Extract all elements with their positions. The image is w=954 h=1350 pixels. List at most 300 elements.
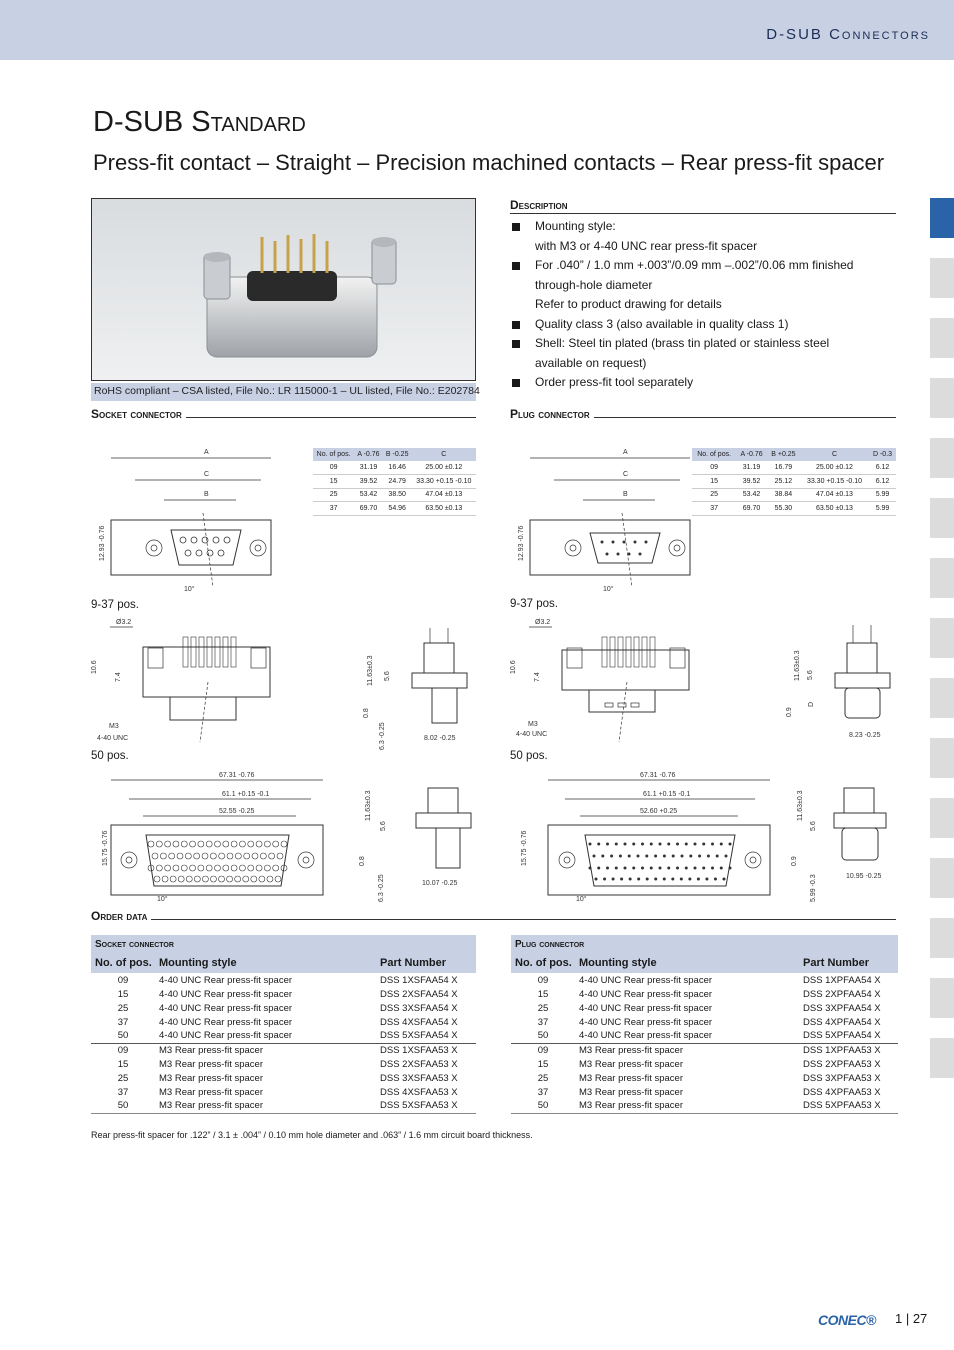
dim-label: 12.93 -0.76 <box>518 525 525 561</box>
table-cell: 25 <box>313 488 354 502</box>
table-header: C <box>800 448 869 461</box>
table-cell: 47.04 ±0.13 <box>412 488 476 502</box>
table-cell: 25 <box>692 488 736 502</box>
table-row <box>91 1085 476 1099</box>
dim-label: 7.4 <box>115 672 122 682</box>
contact-pin <box>671 878 674 881</box>
contact-pin <box>681 855 684 858</box>
contact-pin <box>632 843 635 846</box>
socket-dimension-table <box>313 448 476 516</box>
dim-label: 4-40 UNC <box>97 735 129 742</box>
contact-pin <box>667 867 670 870</box>
plug-heading <box>510 407 896 421</box>
table-cell: DSS 3XSFAA53 X <box>380 1072 458 1084</box>
table-row <box>692 502 896 516</box>
contact-pin <box>235 876 241 882</box>
table-row <box>91 1015 476 1029</box>
table-header: A -0.76 <box>354 448 383 461</box>
dim-label: 61.1 +0.15 -0.1 <box>643 791 691 798</box>
table-cell: 38.84 <box>767 488 800 502</box>
table-cell: 33.30 +0.15 -0.10 <box>412 475 476 489</box>
chapter-tabs <box>930 198 954 1098</box>
contact-pin <box>725 855 728 858</box>
table-row <box>91 973 476 987</box>
table-cell: 4-40 UNC Rear press-fit spacer <box>579 1030 713 1042</box>
contact-pin <box>637 855 640 858</box>
table-cell: DSS 5XPFAA53 X <box>799 1099 898 1113</box>
table-row <box>511 1085 898 1099</box>
table-cell: 09 <box>117 974 129 986</box>
dim-label: 0.8 <box>359 856 366 866</box>
table-cell: 6.12 <box>869 461 896 475</box>
table-cell: 33.30 +0.15 -0.10 <box>800 475 869 489</box>
contact-pin <box>156 865 162 871</box>
chapter-tab[interactable] <box>930 618 954 658</box>
dim-label: 67.31 -0.76 <box>219 772 255 779</box>
footnote: Rear press-fit spacer for .122” / 3.1 ± .004” / 0.10 mm hole diameter and .063” / 1.6 mm circuit board thickness. <box>91 1130 533 1140</box>
table-cell: 37 <box>537 1086 549 1098</box>
contact-pin <box>711 867 714 870</box>
table-row <box>91 1029 476 1043</box>
socket-section-drawing <box>352 628 478 753</box>
table-cell: DSS 3XPFAA53 X <box>803 1072 881 1084</box>
table-row <box>91 1043 476 1057</box>
table-cell: 4-40 UNC Rear press-fit spacer <box>159 1016 293 1028</box>
table-cell: 50 <box>91 1099 155 1113</box>
contact-pin <box>181 865 187 871</box>
table-cell: M3 Rear press-fit spacer <box>575 1099 799 1113</box>
dim-label: 10° <box>576 896 587 903</box>
contact-pin <box>206 865 212 871</box>
contact-pin <box>654 878 657 881</box>
table-cell: 37 <box>537 1016 549 1028</box>
socket-heading-text: Socket connector <box>91 407 182 421</box>
contact-pin <box>702 843 705 846</box>
table-cell: 53.42 <box>354 488 383 502</box>
dim-label: 10.6 <box>510 660 517 674</box>
conec-logo: CONEC® <box>818 1312 876 1328</box>
chapter-tab[interactable] <box>930 1038 954 1078</box>
dim-label: C <box>623 471 629 478</box>
contact-pin <box>210 876 216 882</box>
contact-pin <box>281 841 287 847</box>
dim-label: 12.93 -0.76 <box>99 525 106 561</box>
table-cell: 69.70 <box>354 502 383 516</box>
dim-label: 10.95 -0.25 <box>846 873 882 880</box>
contact-pin <box>173 865 179 871</box>
plug-dimension-table <box>692 448 896 516</box>
dim-label: 15.75 -0.76 <box>521 830 528 866</box>
table-header: D -0.3 <box>869 448 896 461</box>
table-row <box>91 1099 476 1113</box>
socket-50-section-drawing <box>350 778 478 908</box>
contact-pin <box>646 878 649 881</box>
table-header: No. of pos. <box>692 448 736 461</box>
description-item: with M3 or 4-40 UNC rear press-fit spacer <box>535 238 758 253</box>
contact-pin <box>676 867 679 870</box>
table-cell: 25 <box>537 1002 549 1014</box>
contact-pin <box>244 853 250 859</box>
dim-label: 6.3 -0.25 <box>379 722 386 750</box>
table-cell: DSS 4XSFAA54 X <box>380 1016 458 1028</box>
order-table-caption: Plug connector <box>511 935 898 953</box>
contact-pin <box>698 855 701 858</box>
dim-label: 0.9 <box>791 856 798 866</box>
table-cell: 39.52 <box>736 475 767 489</box>
contact-pin <box>231 865 237 871</box>
dim-label: 11.63±0.3 <box>365 790 372 821</box>
contact-pin <box>259 876 265 882</box>
contact-pin <box>714 878 717 881</box>
plug-section-drawing <box>775 625 895 750</box>
description-list <box>512 217 897 393</box>
table-cell: 39.52 <box>354 475 383 489</box>
contact-pin <box>251 876 257 882</box>
product-photo <box>91 198 476 381</box>
table-cell: 53.42 <box>736 488 767 502</box>
table-row <box>511 1043 898 1057</box>
table-cell: 50 <box>117 1030 129 1042</box>
contact-pin <box>606 867 609 870</box>
table-cell: 15 <box>117 1058 129 1070</box>
contact-pin <box>154 876 160 882</box>
contact-pin <box>597 843 600 846</box>
contact-pin <box>202 853 208 859</box>
contact-pin <box>160 853 166 859</box>
table-row <box>91 1071 476 1085</box>
socket-side-drawing <box>88 612 288 747</box>
dim-label: 6.3 -0.25 <box>378 874 385 902</box>
table-cell: 4-40 UNC Rear press-fit spacer <box>159 1002 293 1014</box>
plug-50-section-drawing <box>782 778 897 908</box>
table-cell: M3 Rear press-fit spacer <box>159 1072 264 1084</box>
table-cell: 4-40 UNC Rear press-fit spacer <box>159 974 293 986</box>
contact-pin <box>694 867 697 870</box>
contact-pin <box>629 878 632 881</box>
dim-label: 52.55 -0.25 <box>219 808 255 815</box>
table-cell: DSS 2XSFAA54 X <box>380 988 458 1000</box>
dim-label: 11.63±0.3 <box>367 655 374 686</box>
table-header: Mounting style <box>575 953 799 973</box>
socket-50-label: 50 pos. <box>91 750 129 762</box>
contact-pin <box>173 841 179 847</box>
dim-label: 5.6 <box>807 670 814 680</box>
order-table-plug <box>511 935 898 1114</box>
contact-pin <box>248 841 254 847</box>
dim-label: 8.23 -0.25 <box>849 732 881 739</box>
table-row <box>511 987 898 1001</box>
table-cell: DSS 4XPFAA53 X <box>803 1086 881 1098</box>
contact-pin <box>615 843 618 846</box>
contact-pin <box>688 878 691 881</box>
table-cell: 6.12 <box>869 475 896 489</box>
chapter-tab[interactable] <box>930 858 954 898</box>
table-header: Part Number <box>799 953 898 973</box>
table-cell: 5.99 <box>869 502 896 516</box>
contact-pin <box>637 878 640 881</box>
contact-pin <box>256 841 262 847</box>
table-cell: 31.19 <box>736 461 767 475</box>
table-cell: DSS 2XSFAA53 X <box>380 1058 458 1070</box>
contact-pin <box>641 843 644 846</box>
table-cell: 15 <box>537 988 549 1000</box>
table-row <box>692 461 896 475</box>
dim-label: 10° <box>603 586 614 593</box>
table-cell: 37 <box>117 1016 129 1028</box>
table-header: A -0.76 <box>736 448 767 461</box>
contact-pin <box>210 853 216 859</box>
contact-pin <box>273 841 279 847</box>
contact-pin <box>685 843 688 846</box>
header-bar <box>0 0 954 60</box>
contact-pin <box>632 867 635 870</box>
chapter-tab[interactable] <box>930 738 954 778</box>
contact-pin <box>269 853 275 859</box>
table-row <box>313 475 476 489</box>
table-cell: M3 Rear press-fit spacer <box>159 1086 264 1098</box>
contact-pin <box>227 876 233 882</box>
table-cell: 69.70 <box>736 502 767 516</box>
contact-pin <box>723 878 726 881</box>
table-row <box>313 461 476 475</box>
contact-pin <box>169 853 175 859</box>
contact-pin <box>705 878 708 881</box>
order-heading-text: Order data <box>91 909 148 923</box>
table-cell: DSS 5XSFAA53 X <box>376 1099 476 1113</box>
table-cell: 63.50 ±0.13 <box>412 502 476 516</box>
contact-pin <box>260 853 266 859</box>
order-table-socket <box>91 935 476 1114</box>
dim-label: 4-40 UNC <box>516 731 548 738</box>
table-row <box>692 475 896 489</box>
table-cell: DSS 1XPFAA54 X <box>803 974 881 986</box>
contact-pin <box>223 841 229 847</box>
dim-label: 5.99 -0.3 <box>810 874 817 902</box>
contact-pin <box>264 865 270 871</box>
contact-pin <box>275 876 281 882</box>
contact-pin <box>165 841 171 847</box>
section-title: D-SUB Connectors <box>766 26 930 43</box>
chapter-tab-active[interactable] <box>930 198 954 238</box>
contact-pin <box>663 878 666 881</box>
contact-pin <box>267 876 273 882</box>
socket-heading <box>91 407 476 421</box>
chapter-tab[interactable] <box>930 378 954 418</box>
table-cell: 09 <box>692 461 736 475</box>
contact-pin <box>231 841 237 847</box>
dim-label: 0.8 <box>363 708 370 718</box>
table-cell: DSS 1XSFAA53 X <box>376 1043 476 1057</box>
contact-pin <box>256 865 262 871</box>
chapter-tab[interactable] <box>930 918 954 958</box>
dim-label: 7.4 <box>534 672 541 682</box>
contact-pin <box>680 878 683 881</box>
table-cell: 31.19 <box>354 461 383 475</box>
contact-pin <box>659 867 662 870</box>
chapter-tab[interactable] <box>930 798 954 838</box>
contact-pin <box>707 855 710 858</box>
plug-side-drawing <box>507 612 707 747</box>
chapter-tab[interactable] <box>930 258 954 298</box>
contact-pin <box>597 867 600 870</box>
table-cell: 50 <box>511 1099 575 1113</box>
contact-pin <box>628 855 631 858</box>
table-cell: 15 <box>537 1058 549 1070</box>
contact-pin <box>729 843 732 846</box>
description-item: Shell: Steel tin plated (brass tin plated or stainless steel <box>512 334 897 354</box>
contact-pin <box>676 843 679 846</box>
contact-pin <box>593 855 596 858</box>
contact-pin <box>641 867 644 870</box>
contact-pin <box>215 841 221 847</box>
page-subtitle: Press-fit contact – Straight – Precision machined contacts – Rear press-fit spacer <box>93 150 885 175</box>
contact-pin <box>663 855 666 858</box>
table-cell: 25 <box>117 1002 129 1014</box>
contact-pin <box>697 878 700 881</box>
plug-50-drawing <box>510 768 775 908</box>
contact-pin <box>601 855 604 858</box>
dim-label: 52.60 +0.25 <box>640 808 678 815</box>
table-cell: DSS 5XPFAA54 X <box>803 1030 881 1042</box>
table-cell: 15 <box>313 475 354 489</box>
chapter-tab[interactable] <box>930 558 954 598</box>
table-row <box>91 1057 476 1071</box>
table-cell: M3 Rear press-fit spacer <box>579 1072 684 1084</box>
table-header: Mounting style <box>155 953 376 973</box>
rohs-note: RoHS compliant – CSA listed, File No.: LR 115000-1 – UL listed, File No.: E202784 <box>91 383 476 401</box>
contact-pin <box>190 865 196 871</box>
contact-pin <box>720 867 723 870</box>
dim-label: M3 <box>528 721 538 728</box>
contact-pin <box>595 878 598 881</box>
chapter-tab[interactable] <box>930 978 954 1018</box>
table-cell: 4-40 UNC Rear press-fit spacer <box>579 1002 713 1014</box>
contact-pin <box>685 867 688 870</box>
table-cell: 63.50 ±0.13 <box>800 502 869 516</box>
contact-pin <box>650 843 653 846</box>
table-cell: DSS 4XPFAA54 X <box>803 1016 881 1028</box>
contact-pin <box>198 841 204 847</box>
table-header: B +0.25 <box>767 448 800 461</box>
table-cell: 15 <box>117 988 129 1000</box>
plug-heading-text: Plug connector <box>510 407 590 421</box>
dim-label: B <box>623 491 628 498</box>
table-cell: 24.79 <box>383 475 412 489</box>
table-cell: 25 <box>117 1072 129 1084</box>
contact-pin <box>239 841 245 847</box>
contact-pin <box>194 876 200 882</box>
dim-label: 11.63±0.3 <box>794 650 801 681</box>
table-cell: 09 <box>511 1043 575 1057</box>
table-cell: 5.99 <box>869 488 896 502</box>
contact-pin <box>711 843 714 846</box>
table-row <box>511 1015 898 1029</box>
contact-pin <box>178 876 184 882</box>
contact-pin <box>603 878 606 881</box>
table-cell: 4-40 UNC Rear press-fit spacer <box>579 988 713 1000</box>
chapter-tab[interactable] <box>930 678 954 718</box>
table-cell: 25 <box>537 1072 549 1084</box>
table-cell: 37 <box>117 1086 129 1098</box>
contact-pin <box>610 855 613 858</box>
description-heading: Description <box>510 198 896 214</box>
contact-pin <box>194 853 200 859</box>
contact-pin <box>219 853 225 859</box>
contact-pin <box>162 876 168 882</box>
table-row <box>511 1029 898 1043</box>
chapter-tab[interactable] <box>930 498 954 538</box>
dim-label: D <box>808 701 815 707</box>
table-row <box>511 1001 898 1015</box>
table-cell: 25.00 ±0.12 <box>412 461 476 475</box>
dim-label: A <box>623 449 628 456</box>
contact-pin <box>186 876 192 882</box>
table-cell: 50 <box>537 1030 549 1042</box>
dim-label: 5.6 <box>380 821 387 831</box>
order-table-caption: Socket connector <box>91 935 476 953</box>
contact-pin <box>612 878 615 881</box>
contact-pin <box>219 876 225 882</box>
plug-50-label: 50 pos. <box>510 750 548 762</box>
table-cell: DSS 4XSFAA53 X <box>380 1086 458 1098</box>
chapter-tab[interactable] <box>930 318 954 358</box>
contact-pin <box>235 853 241 859</box>
contact-pin <box>198 865 204 871</box>
description-item: Mounting style: <box>512 217 897 237</box>
contact-pin <box>694 843 697 846</box>
contact-pin <box>606 843 609 846</box>
table-header: B -0.25 <box>383 448 412 461</box>
contact-pin <box>720 843 723 846</box>
dim-label: 5.6 <box>384 671 391 681</box>
table-cell: 16.79 <box>767 461 800 475</box>
contact-pin <box>252 853 258 859</box>
table-cell: DSS 1XPFAA53 X <box>799 1043 898 1057</box>
dim-label: 61.1 +0.15 -0.1 <box>222 791 270 798</box>
table-cell: DSS 3XPFAA54 X <box>803 1002 881 1014</box>
contact-pin <box>589 867 592 870</box>
table-cell: 47.04 ±0.13 <box>800 488 869 502</box>
table-cell: 4-40 UNC Rear press-fit spacer <box>579 1016 713 1028</box>
dim-label: 15.75 -0.76 <box>102 830 109 866</box>
chapter-tab[interactable] <box>930 438 954 478</box>
socket-50-drawing <box>91 768 341 908</box>
table-cell: 37 <box>313 502 354 516</box>
contact-pin <box>248 865 254 871</box>
table-row <box>313 488 476 502</box>
table-cell: DSS 2XPFAA54 X <box>803 988 881 1000</box>
table-header: No. of pos. <box>313 448 354 461</box>
table-cell: M3 Rear press-fit spacer <box>575 1043 799 1057</box>
dim-label: 67.31 -0.76 <box>640 772 676 779</box>
contact-pin <box>165 865 171 871</box>
table-cell: 25.12 <box>767 475 800 489</box>
table-cell: 16.46 <box>383 461 412 475</box>
contact-pin <box>716 855 719 858</box>
table-row <box>91 987 476 1001</box>
contact-pin <box>624 843 627 846</box>
table-cell: 4-40 UNC Rear press-fit spacer <box>579 974 713 986</box>
table-cell: M3 Rear press-fit spacer <box>155 1043 376 1057</box>
description-item: Refer to product drawing for details <box>535 297 722 311</box>
contact-pin <box>239 865 245 871</box>
contact-pin <box>659 843 662 846</box>
table-cell: DSS 2XPFAA53 X <box>803 1058 881 1070</box>
table-cell: 4-40 UNC Rear press-fit spacer <box>159 988 293 1000</box>
table-cell: 09 <box>537 974 549 986</box>
contact-pin <box>223 865 229 871</box>
order-heading <box>91 909 896 923</box>
